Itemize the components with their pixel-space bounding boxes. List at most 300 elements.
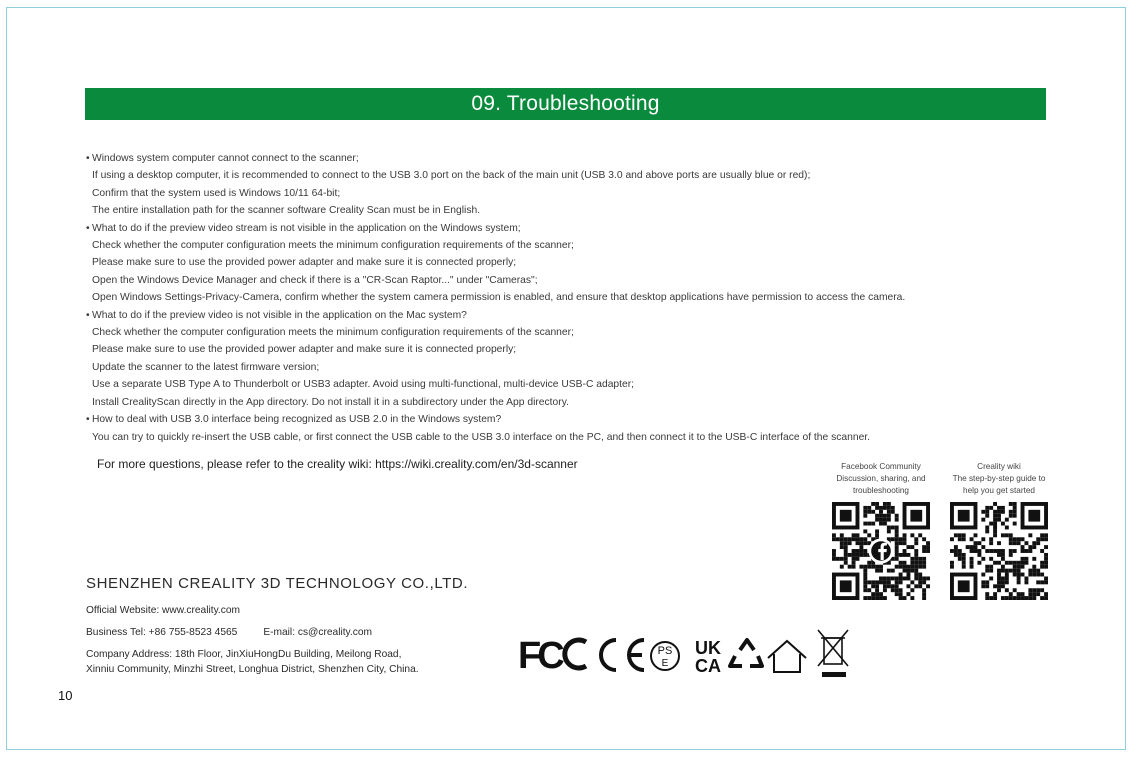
qr-module	[844, 545, 848, 549]
page-number: 10	[58, 688, 73, 703]
qr-module	[1017, 576, 1021, 580]
qr-module	[910, 557, 914, 561]
qr-module	[985, 506, 989, 510]
qr-module	[1021, 557, 1025, 561]
qr-module	[914, 541, 918, 545]
qr-module	[958, 549, 962, 553]
qr-module	[981, 573, 985, 577]
qr-module	[1013, 522, 1017, 526]
qr-module	[1005, 576, 1009, 580]
qr-module	[1028, 592, 1032, 596]
qr-module	[914, 573, 918, 577]
qr-module	[910, 580, 914, 584]
bullet-icon: •	[86, 309, 90, 321]
qr-module	[1005, 518, 1009, 522]
qr-module	[895, 541, 899, 545]
qr-module	[863, 510, 867, 514]
qr-module	[1001, 533, 1005, 537]
qr-module	[871, 565, 875, 569]
qr-module	[918, 533, 922, 537]
facebook-qr-block	[827, 461, 935, 600]
faq-item	[86, 220, 1046, 307]
qr-module	[1028, 549, 1032, 553]
qr-finder	[910, 510, 922, 522]
qr-module	[895, 576, 899, 580]
qr-module	[1044, 592, 1048, 596]
qr-module	[1036, 573, 1040, 577]
qr-module	[910, 588, 914, 592]
qr-module	[899, 553, 903, 557]
qr-module	[1040, 596, 1044, 600]
qr-module	[848, 565, 852, 569]
qr-module	[950, 537, 954, 541]
wiki-qr-code	[950, 502, 1048, 600]
qr-module	[1005, 569, 1009, 573]
qr-module	[1044, 533, 1048, 537]
qr-module	[922, 576, 926, 580]
qr-module	[1036, 541, 1040, 545]
qr-module	[1036, 592, 1040, 596]
qr-module	[993, 592, 997, 596]
qr-module	[871, 510, 875, 514]
qr-module	[875, 506, 879, 510]
qr-module	[1044, 561, 1048, 565]
qr-module	[997, 518, 1001, 522]
qr-module	[1009, 596, 1013, 600]
qr-module	[922, 561, 926, 565]
qr-module	[993, 533, 997, 537]
qr-module	[977, 553, 981, 557]
qr-module	[887, 502, 891, 506]
qr-module	[895, 533, 899, 537]
qr-module	[1001, 596, 1005, 600]
qr-module	[926, 545, 930, 549]
qr-module	[922, 596, 926, 600]
qr-module	[863, 506, 867, 510]
qr-module	[954, 553, 958, 557]
qr-module	[910, 533, 914, 537]
qr-module	[981, 545, 985, 549]
qr-module	[1013, 510, 1017, 514]
qr-module	[906, 592, 910, 596]
qr-module	[1040, 549, 1044, 553]
qr-module	[1040, 537, 1044, 541]
qr-module	[1009, 541, 1013, 545]
recycle-icon	[730, 640, 762, 666]
qr-module	[887, 514, 891, 518]
qr-module	[993, 526, 997, 530]
qr-module	[848, 537, 852, 541]
qr-module	[970, 537, 974, 541]
qr-module	[1044, 557, 1048, 561]
qr-module	[879, 592, 883, 596]
qr-module	[832, 549, 836, 553]
qr-module	[852, 549, 856, 553]
qr-module	[989, 541, 993, 545]
qr-module	[985, 514, 989, 518]
qr-module	[997, 561, 1001, 565]
qr-module	[918, 573, 922, 577]
qr-module	[863, 549, 867, 553]
qr-module	[1001, 580, 1005, 584]
qr-module	[844, 553, 848, 557]
faq-item	[86, 307, 1046, 411]
qr-module	[922, 549, 926, 553]
qr-module	[840, 545, 844, 549]
qr-module	[989, 506, 993, 510]
qr-module	[985, 584, 989, 588]
facebook-qr-code	[832, 502, 930, 600]
qr-module	[1028, 533, 1032, 537]
company-name: SHENZHEN CREALITY 3D TECHNOLOGY CO.,LTD.	[86, 575, 469, 592]
qr-module	[1013, 549, 1017, 553]
qr-module	[832, 533, 836, 537]
qr-module	[1017, 541, 1021, 545]
qr-module	[875, 565, 879, 569]
qr-module	[993, 584, 997, 588]
qr-module	[836, 557, 840, 561]
qr-module	[840, 557, 844, 561]
qr-module	[875, 596, 879, 600]
faq-answer: Use a separate USB Type A to Thunderbolt or USB3 adapter. Avoid using multi-functional, multi-device USB-C adapter;	[92, 379, 635, 391]
qr-module	[875, 569, 879, 573]
qr-module	[906, 553, 910, 557]
qr-module	[1028, 545, 1032, 549]
qr-module	[1032, 541, 1036, 545]
qr-module	[926, 549, 930, 553]
indoor-use-icon	[768, 641, 806, 672]
qr-module	[974, 549, 978, 553]
qr-module	[1013, 537, 1017, 541]
faq-question	[86, 150, 1046, 167]
qr-module	[863, 529, 867, 533]
qr-module	[1044, 545, 1048, 549]
qr-module	[903, 596, 907, 600]
qr-caption-2: The step-by-step guide to	[952, 474, 1046, 483]
qr-module	[856, 533, 860, 537]
qr-module	[875, 588, 879, 592]
qr-module	[985, 529, 989, 533]
qr-module	[1001, 569, 1005, 573]
qr-module	[993, 522, 997, 526]
qr-module	[895, 557, 899, 561]
qr-module	[918, 557, 922, 561]
qr-module	[1021, 596, 1025, 600]
qr-module	[1017, 573, 1021, 577]
qr-module	[997, 573, 1001, 577]
qr-module	[1044, 596, 1048, 600]
qr-module	[856, 557, 860, 561]
qr-module	[1024, 549, 1028, 553]
qr-module	[906, 584, 910, 588]
faq-answer: Open the Windows Device Manager and check if there is a "CR-Scan Raptor..." under "Cameras";	[92, 274, 538, 286]
faq-answer: Check whether the computer configuration meets the minimum configuration requirements of the scanner;	[92, 240, 574, 252]
qr-caption-1: Creality wiki	[977, 462, 1021, 471]
qr-module	[1009, 537, 1013, 541]
qr-module	[970, 545, 974, 549]
qr-finder	[840, 510, 852, 522]
qr-module	[887, 518, 891, 522]
qr-module	[844, 541, 848, 545]
section-title-bar	[85, 88, 1046, 120]
qr-module	[883, 506, 887, 510]
qr-module	[993, 596, 997, 600]
qr-module	[914, 584, 918, 588]
qr-module	[993, 518, 997, 522]
qr-module	[1009, 502, 1013, 506]
qr-module	[954, 545, 958, 549]
qr-module	[1005, 526, 1009, 530]
faq-question-text: What to do if the preview video is not visible in the application on the Mac system?	[92, 309, 467, 321]
qr-module	[1017, 561, 1021, 565]
qr-module	[914, 565, 918, 569]
qr-module	[1009, 569, 1013, 573]
qr-module	[859, 549, 863, 553]
qr-module	[1044, 576, 1048, 580]
pse-mark	[651, 642, 679, 670]
qr-module	[895, 565, 899, 569]
qr-module	[1009, 553, 1013, 557]
qr-module	[883, 596, 887, 600]
faq-answer: If using a desktop computer, it is recommended to connect to the USB 3.0 port on the back of the main unit (USB 3.0 and above ports are usually blue or red);	[92, 170, 811, 182]
qr-module	[863, 541, 867, 545]
qr-module	[863, 584, 867, 588]
qr-module	[871, 522, 875, 526]
qr-module	[863, 580, 867, 584]
qr-module	[997, 549, 1001, 553]
qr-module	[836, 537, 840, 541]
qr-module	[859, 565, 863, 569]
qr-module	[1024, 580, 1028, 584]
faq-question	[86, 220, 1046, 237]
qr-module	[895, 549, 899, 553]
qr-module	[891, 510, 895, 514]
qr-module	[832, 537, 836, 541]
qr-module	[863, 522, 867, 526]
qr-module	[883, 518, 887, 522]
qr-module	[954, 533, 958, 537]
qr-module	[883, 588, 887, 592]
qr-module	[879, 522, 883, 526]
qr-module	[1013, 573, 1017, 577]
qr-module	[922, 588, 926, 592]
qr-module	[887, 584, 891, 588]
qr-module	[977, 549, 981, 553]
qr-module	[977, 541, 981, 545]
qr-module	[1001, 565, 1005, 569]
qr-module	[1032, 596, 1036, 600]
qr-caption-2: Discussion, sharing, and	[836, 474, 926, 483]
qr-module	[985, 549, 989, 553]
qr-module	[875, 592, 879, 596]
qr-module	[895, 518, 899, 522]
qr-module	[1032, 592, 1036, 596]
bullet-icon: •	[86, 414, 90, 426]
qr-module	[1013, 506, 1017, 510]
qr-module	[895, 529, 899, 533]
qr-module	[887, 510, 891, 514]
qr-module	[997, 541, 1001, 545]
qr-module	[1036, 588, 1040, 592]
qr-module	[958, 553, 962, 557]
qr-module	[852, 557, 856, 561]
qr-module	[840, 565, 844, 569]
qr-module	[985, 510, 989, 514]
faq-question-text: What to do if the preview video stream is not visible in the application on the Windows system;	[92, 222, 521, 234]
qr-module	[887, 526, 891, 530]
qr-module	[1036, 569, 1040, 573]
faq-answer: Check whether the computer configuration meets the minimum configuration requirements of the scanner;	[92, 327, 574, 339]
company-contact	[86, 625, 468, 640]
qr-module	[903, 541, 907, 545]
qr-module	[1017, 596, 1021, 600]
qr-module	[1009, 533, 1013, 537]
section-title: 09. Troubleshooting	[471, 92, 660, 115]
qr-module	[867, 561, 871, 565]
qr-module	[922, 580, 926, 584]
qr-module	[859, 541, 863, 545]
qr-module	[895, 537, 899, 541]
qr-module	[871, 592, 875, 596]
qr-module	[1013, 569, 1017, 573]
qr-module	[859, 545, 863, 549]
qr-module	[1009, 592, 1013, 596]
qr-module	[840, 537, 844, 541]
qr-module	[1005, 580, 1009, 584]
qr-module	[1040, 573, 1044, 577]
qr-module	[903, 533, 907, 537]
faq-answer: Open Windows Settings-Privacy-Camera, confirm whether the system camera permission is enabled, and ensure that desktop applications have permission to access the camera.	[92, 292, 906, 304]
qr-module	[993, 561, 997, 565]
qr-module	[966, 545, 970, 549]
qr-module	[903, 569, 907, 573]
qr-module	[895, 580, 899, 584]
qr-module	[879, 510, 883, 514]
qr-module	[903, 537, 907, 541]
qr-module	[871, 596, 875, 600]
qr-module	[997, 506, 1001, 510]
qr-module	[1017, 580, 1021, 584]
qr-module	[906, 569, 910, 573]
qr-module	[926, 576, 930, 580]
qr-module	[899, 588, 903, 592]
qr-module	[962, 561, 966, 565]
qr-module	[1028, 569, 1032, 573]
qr-module	[863, 569, 867, 573]
faq-answer: Confirm that the system used is Windows 10/11 64-bit;	[92, 187, 341, 199]
qr-module	[977, 561, 981, 565]
faq-question	[86, 307, 1046, 324]
qr-module	[1032, 588, 1036, 592]
qr-module	[989, 596, 993, 600]
qr-module	[1024, 561, 1028, 565]
qr-module	[895, 592, 899, 596]
qr-module	[985, 580, 989, 584]
qr-module	[993, 502, 997, 506]
qr-module	[879, 514, 883, 518]
qr-module	[899, 592, 903, 596]
qr-module	[989, 569, 993, 573]
qr-module	[985, 526, 989, 530]
qr-module	[863, 573, 867, 577]
qr-module	[1044, 553, 1048, 557]
qr-module	[1013, 514, 1017, 518]
qr-module	[883, 522, 887, 526]
qr-module	[1013, 502, 1017, 506]
qr-module	[910, 545, 914, 549]
qr-module	[950, 565, 954, 569]
qr-module	[1013, 541, 1017, 545]
qr-module	[922, 565, 926, 569]
qr-module	[867, 596, 871, 600]
qr-module	[895, 526, 899, 530]
company-email: E-mail: cs@creality.com	[263, 627, 372, 638]
qr-module	[875, 529, 879, 533]
qr-module	[918, 584, 922, 588]
qr-module	[899, 576, 903, 580]
qr-module	[1005, 596, 1009, 600]
qr-module	[918, 561, 922, 565]
qr-module	[848, 541, 852, 545]
qr-module	[1028, 596, 1032, 600]
qr-module	[989, 565, 993, 569]
qr-module	[970, 549, 974, 553]
qr-module	[914, 576, 918, 580]
troubleshooting-list	[86, 150, 1046, 446]
qr-module	[981, 510, 985, 514]
qr-module	[922, 592, 926, 596]
qr-caption-3: help you get started	[963, 486, 1035, 495]
qr-module	[970, 565, 974, 569]
qr-module	[985, 565, 989, 569]
company-address-line-2: Xinniu Community, Minzhi Street, Longhua District, Shenzhen City, China.	[86, 664, 419, 675]
qr-module	[832, 557, 836, 561]
qr-module	[989, 522, 993, 526]
qr-module	[1001, 584, 1005, 588]
qr-module	[958, 533, 962, 537]
qr-module	[856, 553, 860, 557]
qr-module	[891, 526, 895, 530]
qr-module	[844, 557, 848, 561]
qr-module	[1001, 557, 1005, 561]
qr-module	[1036, 580, 1040, 584]
qr-module	[914, 569, 918, 573]
faq-answer: Update the scanner to the latest firmware version;	[92, 361, 320, 373]
qr-module	[1024, 557, 1028, 561]
qr-module	[1021, 565, 1025, 569]
qr-module	[899, 573, 903, 577]
faq-question	[86, 411, 1046, 428]
qr-module	[899, 537, 903, 541]
qr-module	[906, 545, 910, 549]
qr-module	[1005, 588, 1009, 592]
qr-module	[867, 533, 871, 537]
qr-module	[1040, 533, 1044, 537]
qr-module	[1001, 522, 1005, 526]
faq-item	[86, 411, 1046, 446]
qr-module	[974, 533, 978, 537]
qr-module	[1040, 588, 1044, 592]
qr-module	[871, 502, 875, 506]
qr-caption-3: troubleshooting	[853, 486, 909, 495]
qr-module	[1013, 588, 1017, 592]
qr-module	[852, 533, 856, 537]
qr-module	[852, 553, 856, 557]
ukca-mark	[695, 638, 721, 676]
qr-module	[848, 553, 852, 557]
faq-question-text: How to deal with USB 3.0 interface being recognized as USB 2.0 in the Windows system?	[92, 414, 502, 426]
qr-module	[981, 584, 985, 588]
